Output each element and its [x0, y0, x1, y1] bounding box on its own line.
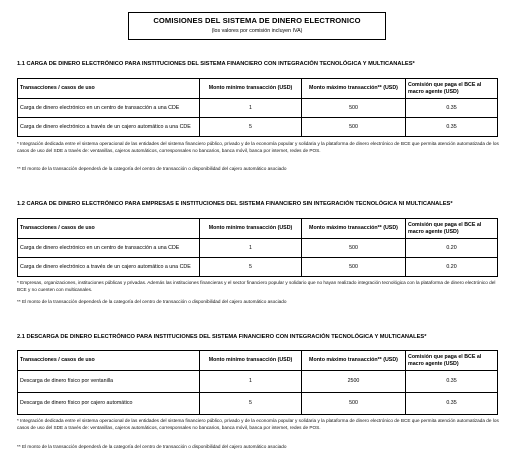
max-amount: 500	[302, 118, 406, 137]
min-amount: 1	[200, 371, 302, 393]
column-header: Monto mínimo transacción (USD)	[200, 219, 302, 239]
section-heading-1-1: 1.1 CARGA DE DINERO ELECTRÓNICO PARA INSTITUCIONES DEL SISTEMA FINANCIERO CON INTEGRACIÓN TECNOLÓGICA Y MULTICANALES*	[17, 61, 415, 67]
column-header: Monto máximo transacción** (USD)	[302, 219, 406, 239]
document-title-box	[128, 12, 386, 40]
column-header: Transacciones / casos de uso	[18, 219, 200, 239]
case-label: Descarga de dinero físico por cajero automático	[18, 393, 200, 415]
section-heading-2-1: 2.1 DESCARGA DE DINERO ELECTRÓNICO PARA INSTITUCIONES DEL SISTEMA FINANCIERO CON INTEGRACIÓN TECNOLÓGICA Y MULTICANALES*	[17, 334, 427, 340]
table-row	[18, 371, 498, 393]
case-label: Carga de dinero electrónico a través de un cajero automático a una CDE	[18, 258, 200, 277]
column-header: Transacciones / casos de uso	[18, 79, 200, 99]
document-subtitle: (los valores por comisión incluyen IVA)	[211, 28, 303, 34]
max-amount: 500	[302, 258, 406, 277]
fee-amount: 0.20	[406, 258, 498, 277]
case-label: Carga de dinero electrónico a través de un cajero automático a una CDE	[18, 118, 200, 137]
column-header: Comisión que paga el BCE al macro agente (USD)	[406, 219, 498, 239]
footnote-amount: ** El monto de la transacción dependerá de la categoría del centro de transacción o disponibilidad del cajero automático asociado	[17, 166, 287, 171]
max-amount: 500	[302, 393, 406, 415]
fee-amount: 0.35	[406, 99, 498, 118]
footnote-amount: ** El monto de la transacción dependerá de la categoría del centro de transacción o disponibilidad del cajero automático asociado	[17, 444, 287, 449]
case-label: Carga de dinero electrónico en un centro de transacción a una CDE	[18, 239, 200, 258]
rates-table-2-1	[17, 350, 498, 415]
max-amount: 500	[302, 239, 406, 258]
min-amount: 5	[200, 258, 302, 277]
table-header-row	[18, 219, 498, 239]
column-header: Monto mínimo transacción (USD)	[200, 351, 302, 371]
column-header: Comisión que paga el BCE al macro agente (USD)	[406, 351, 498, 371]
table-row	[18, 118, 498, 137]
max-amount: 2500	[302, 371, 406, 393]
max-amount: 500	[302, 99, 406, 118]
table-row	[18, 258, 498, 277]
fee-amount: 0.20	[406, 239, 498, 258]
fee-amount: 0.35	[406, 393, 498, 415]
column-header: Transacciones / casos de uso	[18, 351, 200, 371]
section-heading-1-2: 1.2 CARGA DE DINERO ELECTRÓNICO PARA EMPRESAS E INSTITUCIONES DEL SISTEMA FINANCIERO SIN INTEGRACIÓN TECNOLÓGICA NI MULTICANALES*	[17, 201, 453, 207]
fee-amount: 0.35	[406, 371, 498, 393]
column-header: Monto mínimo transacción (USD)	[200, 79, 302, 99]
case-label: Carga de dinero electrónico en un centro de transacción a una CDE	[18, 99, 200, 118]
footnote-amount: ** El monto de la transacción dependerá de la categoría del centro de transacción o disponibilidad del cajero automático asociado	[17, 299, 287, 304]
column-header: Comisión que paga el BCE al macro agente (USD)	[406, 79, 498, 99]
footnote-companies: * Empresas, organizaciones, instituciones públicas y privadas. Además las instituciones financieras y el sector financiero popular y solidario que no hayan realizado integración tecnológica con la plataforma de dinero electrónico del BCE y no cuenten con multicanales.	[17, 280, 496, 293]
min-amount: 5	[200, 118, 302, 137]
footnote-integration: * Integración dedicada entre el sistema operacional de las entidades del sistema financiero público, privado y de la economía popular y solidaria y la plataforma de dinero electrónico de BCE que permita atención automatizada de los casos de uso del SDE a través de: ventanillas, cajeros automáticos, corresponsales no bancarios, banca móvil, banca por internet, redes de POS.	[17, 418, 499, 431]
case-label: Descarga de dinero físico por ventanilla	[18, 371, 200, 393]
table-row	[18, 393, 498, 415]
rates-table-1-1	[17, 78, 498, 137]
min-amount: 5	[200, 393, 302, 415]
column-header: Monto máximo transacción** (USD)	[302, 79, 406, 99]
document-title: COMISIONES DEL SISTEMA DE DINERO ELECTRONICO	[153, 16, 361, 25]
min-amount: 1	[200, 99, 302, 118]
footnote-integration: * Integración dedicada entre el sistema operacional de las entidades del sistema financiero público, privado y de la economía popular y solidaria y la plataforma de dinero electrónico de BCE que permita atención automatizada de los casos de uso del SDE a través de: ventanillas, cajeros automáticos, corresponsales no bancarios, banca móvil, banca por internet, redes de POS.	[17, 141, 499, 154]
fee-amount: 0.35	[406, 118, 498, 137]
rates-table-1-2	[17, 218, 498, 277]
table-header-row	[18, 79, 498, 99]
table-row	[18, 99, 498, 118]
table-row	[18, 239, 498, 258]
table-header-row	[18, 351, 498, 371]
column-header: Monto máximo transacción** (USD)	[302, 351, 406, 371]
min-amount: 1	[200, 239, 302, 258]
